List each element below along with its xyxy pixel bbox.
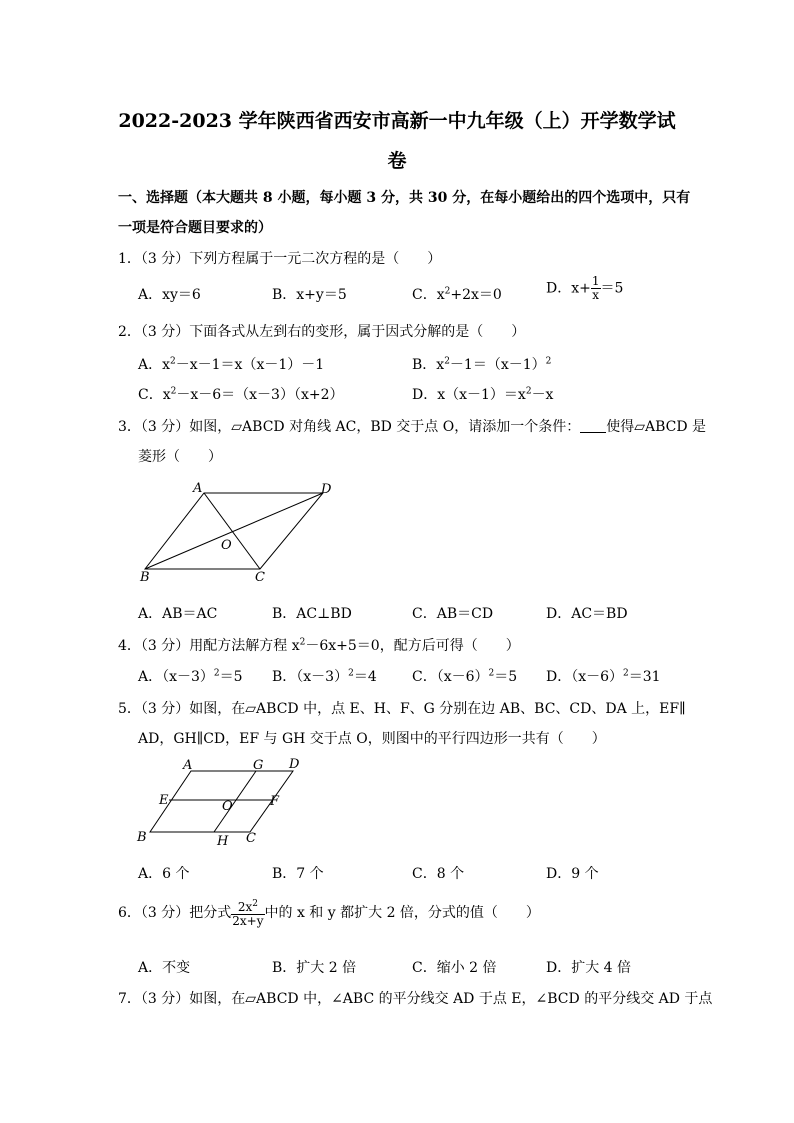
q4-option-d: D．$(x-6)^2=31$ <box>546 668 661 685</box>
label-a: A <box>183 758 193 773</box>
label-b: B <box>137 830 147 845</box>
q1-option-c: C．$x^2+2x=0$ <box>412 286 502 303</box>
q3-option-d: D．AC＝BD <box>546 606 628 622</box>
q1-option-d: D．x+ $\frac{1}{x}$ ＝5 <box>546 274 624 302</box>
fraction: $\frac{2x^2}{2x+y}$ <box>232 899 264 928</box>
q2-option-b: B．$x^2-1=(x-1)^2$ <box>412 356 552 373</box>
q6-option-c: C．缩小 2 倍 <box>412 960 497 976</box>
label-o: O <box>221 538 232 553</box>
label-d: D <box>289 757 300 772</box>
q7-stem-line1: 7．（3 分）如图，在▱ABCD 中，∠ABC 的平分线交 AD 于点 E，∠BCD 的平分线交 AD 于点 <box>118 991 713 1007</box>
section-heading-line1: 一、选择题（本大题共 8 小题，每小题 3 分，共 30 分，在每小题给出的四个选项中，只有 <box>118 190 691 206</box>
q6-option-d: D．扩大 4 倍 <box>546 960 632 976</box>
section-heading-line2: 一项是符合题目要求的） <box>118 220 272 236</box>
label-h: H <box>217 834 229 849</box>
q2-option-a: A．$x^2-x-1=x(x-1)-1$ <box>138 356 325 373</box>
q1-option-b: B．x+y＝5 <box>272 287 347 303</box>
q3-option-b: B．AC⊥BD <box>272 606 352 622</box>
label-d: D <box>321 482 332 497</box>
q6-stem: 6．（3 分）把分式 $\frac{2x^2}{2x+y}$ 中的 x 和 y 都扩大 2 倍，分式的值（ ） <box>118 899 540 928</box>
q4-option-a: A．$(x-3)^2=5$ <box>138 668 243 685</box>
fraction: $\frac{1}{x}$ <box>591 274 600 302</box>
q5-option-b: B．7 个 <box>272 866 324 882</box>
q5-stem-line2: AD，GH∥CD，EF 与 GH 交于点 O，则图中的平行四边形一共有（ ） <box>138 731 606 747</box>
q6-option-a: A．不变 <box>138 960 191 976</box>
diagonal-bd <box>145 493 323 569</box>
q5-option-c: C．8 个 <box>412 866 465 882</box>
label-a: A <box>193 481 203 496</box>
label-f: F <box>270 794 280 809</box>
label-o: O <box>222 799 233 814</box>
label-e: E <box>159 793 169 808</box>
q4-option-b: B．$(x-3)^2=4$ <box>272 668 377 685</box>
q6-option-b: B．扩大 2 倍 <box>272 960 357 976</box>
q5-option-d: D．9 个 <box>546 866 599 882</box>
q5-stem-line1: 5．（3 分）如图，在▱ABCD 中，点 E、H、F、G 分别在边 AB、BC、CD、DA 上，EF∥ <box>118 701 686 717</box>
q3-parallelogram-figure <box>135 478 345 588</box>
q5-option-a: A．6 个 <box>138 866 190 882</box>
label-g: G <box>253 758 264 773</box>
q3-stem-line1: 3．（3 分）如图，▱ABCD 对角线 AC，BD 交于点 O，请添加一个条件： 使得▱ABCD 是 <box>118 419 707 435</box>
label-c: C <box>255 570 265 585</box>
exam-title-line1: 2022-2023 学年陕西省西安市高新一中九年级（上）开学数学试 <box>118 110 676 132</box>
q2-option-c: C．$x^2-x-6=(x-3)(x+2)$ <box>138 386 344 403</box>
diagonal-ac <box>204 493 260 569</box>
label-b: B <box>140 570 150 585</box>
answer-blank <box>580 420 606 433</box>
q4-stem: 4．（3 分）用配方法解方程 $x^2-6x+5=0$，配方后可得（ ） <box>118 637 520 654</box>
q3-stem-line2: 菱形（ ） <box>138 449 222 465</box>
q4-option-c: C．$(x-6)^2=5$ <box>412 668 518 685</box>
q1-stem: 1．（3 分）下列方程属于一元二次方程的是（ ） <box>118 251 442 267</box>
exam-title-line2: 卷 <box>387 150 407 172</box>
q5-parallelogram-figure <box>130 752 310 852</box>
q2-stem: 2．（3 分）下面各式从左到右的变形，属于因式分解的是（ ） <box>118 324 526 340</box>
q3-option-c: C．AB＝CD <box>412 606 494 622</box>
label-c: C <box>246 831 256 846</box>
q1-option-a: A．xy＝6 <box>138 287 201 303</box>
q3-option-a: A．AB＝AC <box>138 606 218 622</box>
q2-option-d: D．$x(x-1)=x^2-x$ <box>412 386 554 403</box>
segment-gh <box>214 771 256 832</box>
